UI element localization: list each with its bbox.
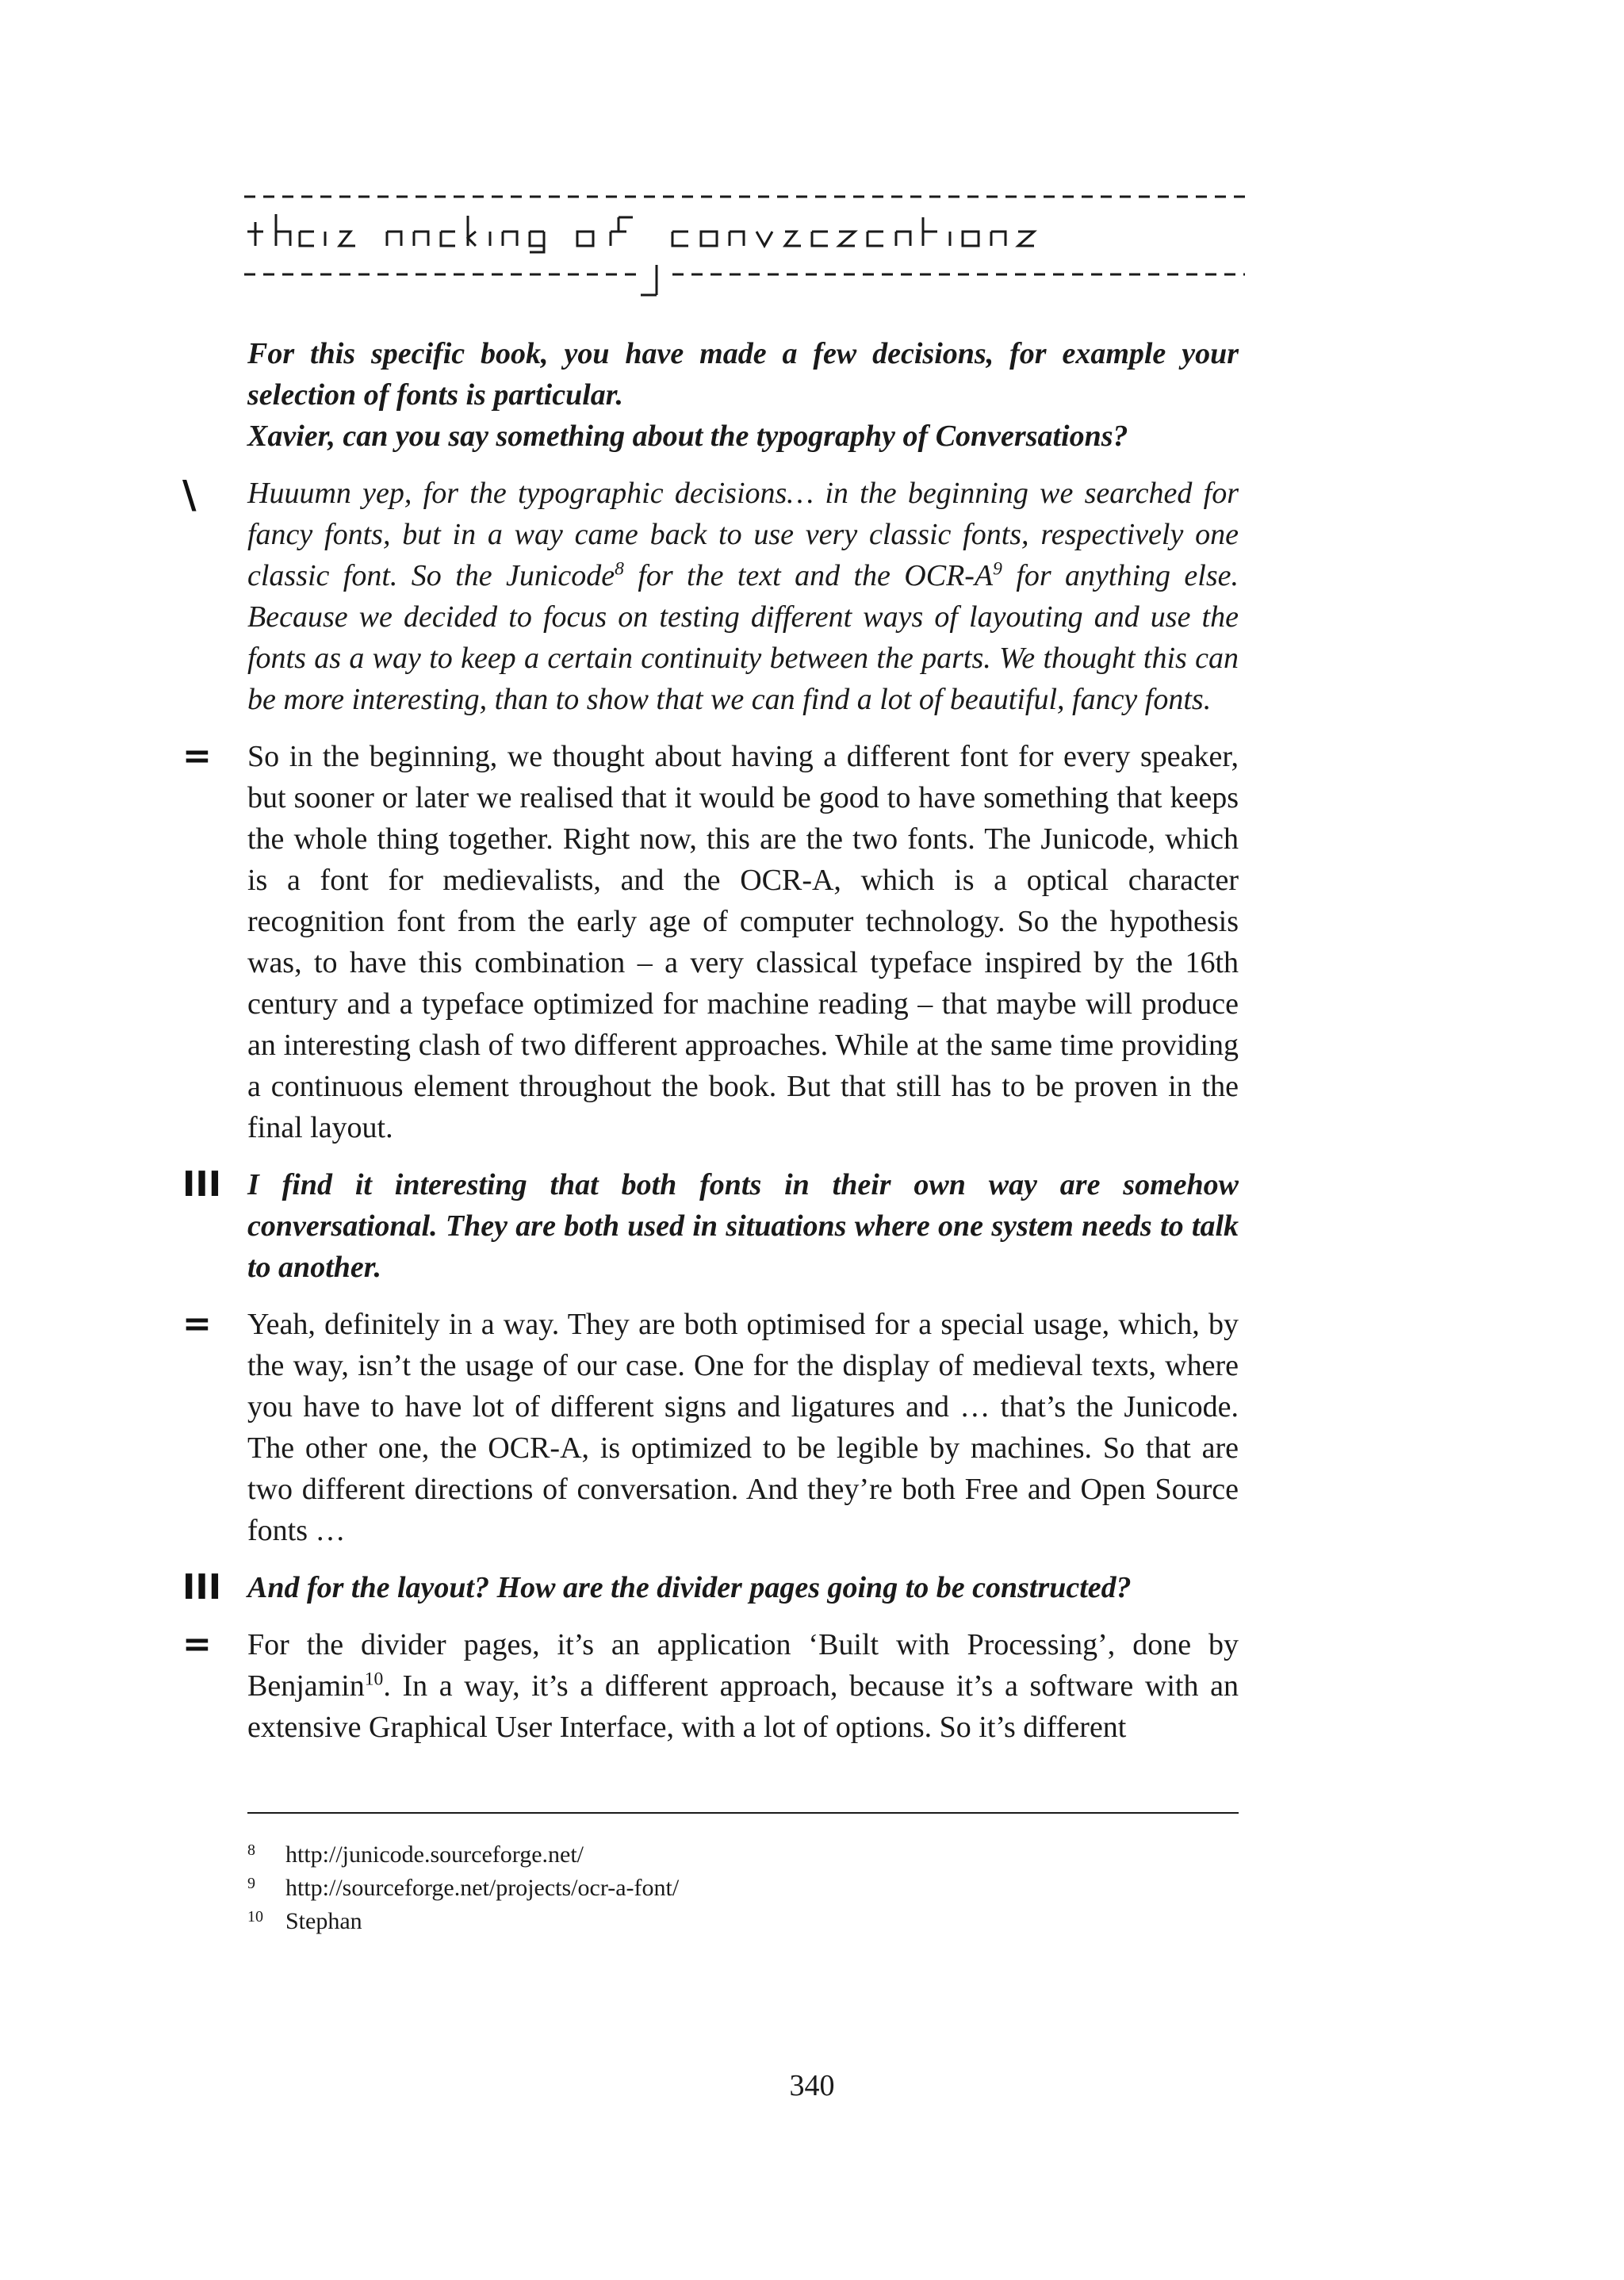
footnote-divider	[247, 1812, 1239, 1814]
speaker-marker-equals: =	[182, 1304, 212, 1344]
answer-xavier	[182, 473, 1239, 720]
intro-line-2: Xavier, can you say something about the typography of Conversations?	[247, 420, 1128, 453]
answer-text	[247, 473, 1239, 720]
answer-text-part: . In a way, it’s a different approach, because it’s a software with an extensive Graphical User Interface, with a lot of options. So it’s different	[247, 1669, 1239, 1744]
page-number: 340	[789, 2069, 835, 2102]
answer-text	[247, 1624, 1239, 1748]
speaker-marker-triple-bar: III	[182, 1164, 222, 1205]
intro-line-1: For this specific book, you have made a few decisions, for example your selection of fonts is particular.	[247, 337, 1239, 412]
answer-equals-3	[182, 1624, 1239, 1748]
footnote-link[interactable]: http://sourceforge.net/projects/ocr-a-font/	[285, 1875, 680, 1901]
footnote	[247, 1872, 1239, 1905]
footnote-ref[interactable]: 8	[615, 558, 624, 580]
chapter-title-art	[244, 176, 1245, 303]
answer-text-part: for anything else. Because we decided to focus on testing different ways of layouting and use the fonts as a way to keep a certain continuity between the parts. We thought this can be more interesting, than to show that we can find a lot of beautiful, fancy fonts.	[247, 559, 1239, 716]
question-text	[247, 333, 1239, 457]
speaker-marker-triple-bar: III	[182, 1567, 222, 1607]
speaker-marker-backslash: \	[182, 473, 197, 517]
answer-text-part: For the divider pages, it’s an application ‘Built with Processing’, done by Benjamin	[247, 1628, 1239, 1703]
question-text: I find it interesting that both fonts in their own way are somehow conversational. They are both used in situations where one system needs to talk to another.	[247, 1168, 1239, 1284]
footnote-text: Stephan	[285, 1908, 362, 1934]
footnote-number: 8	[247, 1841, 255, 1859]
question-triple-bar-1	[182, 1164, 1239, 1288]
speaker-marker-equals: =	[182, 736, 212, 776]
answer-text: Yeah, definitely in a way. They are both optimised for a special usage, which, by the way, isn’t the usage of our case. One for the display of medieval texts, where you have to have lot of different signs and ligatures and … that’s the Junicode. The other one, the OCR-A, is optimized to be legible by machines. So that are two different directions of conversation. And they’re both Free and Open Source fonts …	[247, 1308, 1239, 1547]
footnote-ref[interactable]: 10	[364, 1669, 384, 1690]
question-triple-bar-2	[182, 1567, 1239, 1608]
answer-text: So in the beginning, we thought about having a different font for every speaker, but sooner or later we realised that it would be good to have something that keeps the whole thing together. Right now, this are the two fonts. The Junicode, which is a font for medievalists, and the OCR-A, which is a optical character recognition font from the early age of computer technology. So the hypothesis was, to have this combination – a very classical typeface inspired by the 16th century and a typeface optimized for machine reading – that maybe will produce an interesting clash of two different approaches. While at the same time providing a continuous element throughout the book. But that still has to be proven in the final layout.	[247, 740, 1239, 1144]
question-text: And for the layout? How are the divider pages going to be constructed?	[247, 1571, 1132, 1604]
main-text	[182, 333, 1239, 1764]
footnote-number: 10	[247, 1908, 263, 1926]
answer-text-part: Huuumn yep, for the typographic decisions… in the beginning we searched for fancy fonts, but in a way came back to use very classic fonts, respectively one classic font. So the Junicode	[247, 477, 1239, 592]
footnote-ref[interactable]: 9	[993, 558, 1002, 580]
footnote-number: 9	[247, 1875, 255, 1892]
answer-text-part: for the text and the OCR-A	[623, 559, 994, 592]
footnote	[247, 1838, 1239, 1872]
answer-equals-2	[182, 1304, 1239, 1551]
footnotes	[247, 1838, 1239, 1938]
intro-question	[247, 333, 1239, 457]
speaker-marker-equals: =	[182, 1624, 212, 1665]
answer-equals-1	[182, 736, 1239, 1148]
footnote-link[interactable]: http://junicode.sourceforge.net/	[285, 1841, 584, 1868]
footnote	[247, 1905, 1239, 1938]
